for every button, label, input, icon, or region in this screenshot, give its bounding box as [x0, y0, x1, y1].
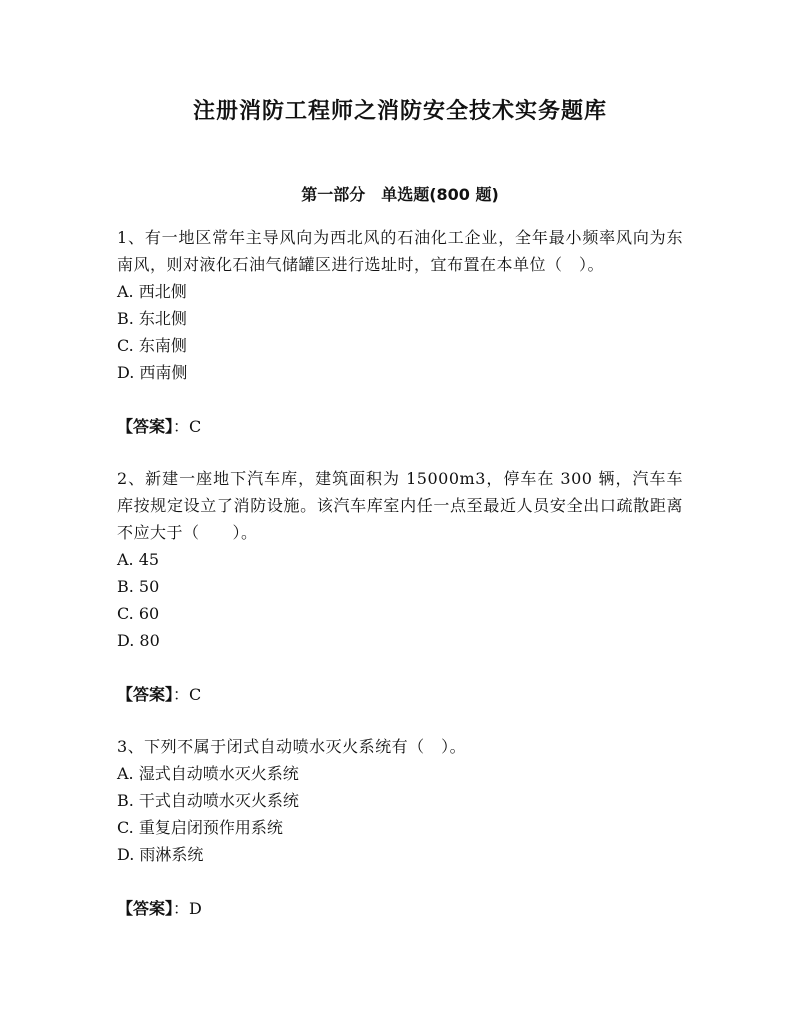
answer-line	[117, 413, 683, 440]
answer-line	[117, 681, 683, 708]
answer-line	[117, 895, 683, 922]
option-b: B. 干式自动喷水灭火系统	[117, 791, 299, 810]
answer-label: 【答案】	[117, 685, 174, 704]
option-c: C. 东南侧	[117, 336, 187, 355]
question-stem: 1、有一地区常年主导风向为西北风的石油化工企业，全年最小频率风向为东南风，则对液化石油气储罐区进行选址时，宜布置在本单位（ ）。	[117, 228, 683, 274]
section-heading: 第一部分 单选题(800 题)	[301, 185, 499, 204]
answer-value: ：C	[173, 417, 202, 436]
question-item	[117, 224, 683, 440]
option-d: D. 雨淋系统	[117, 845, 204, 864]
option-d: D. 西南侧	[117, 363, 188, 382]
answer-label: 【答案】	[117, 899, 174, 918]
option-d: D. 80	[117, 631, 160, 650]
option-b: B. 东北侧	[117, 309, 187, 328]
question-stem: 3、下列不属于闭式自动喷水灭火系统有（ ）。	[117, 737, 467, 756]
option-c: C. 重复启闭预作用系统	[117, 818, 283, 837]
option-a: A. 湿式自动喷水灭火系统	[117, 764, 299, 783]
option-a: A. 西北侧	[117, 282, 187, 301]
question-item	[117, 733, 683, 922]
document-title: 注册消防工程师之消防安全技术实务题库	[192, 98, 607, 124]
answer-label: 【答案】	[117, 417, 174, 436]
answer-value: ：D	[173, 899, 202, 918]
question-stem: 2、新建一座地下汽车库，建筑面积为 15000m3，停车在 300 辆，汽车车库按规定设立了消防设施。该汽车库室内任一点至最近人员安全出口疏散距离不应大于（ ）。	[117, 469, 683, 542]
answer-value: ：C	[173, 685, 202, 704]
question-list	[117, 224, 683, 922]
option-a: A. 45	[117, 550, 160, 569]
option-c: C. 60	[117, 604, 160, 623]
question-item	[117, 465, 683, 708]
option-b: B. 50	[117, 577, 160, 596]
